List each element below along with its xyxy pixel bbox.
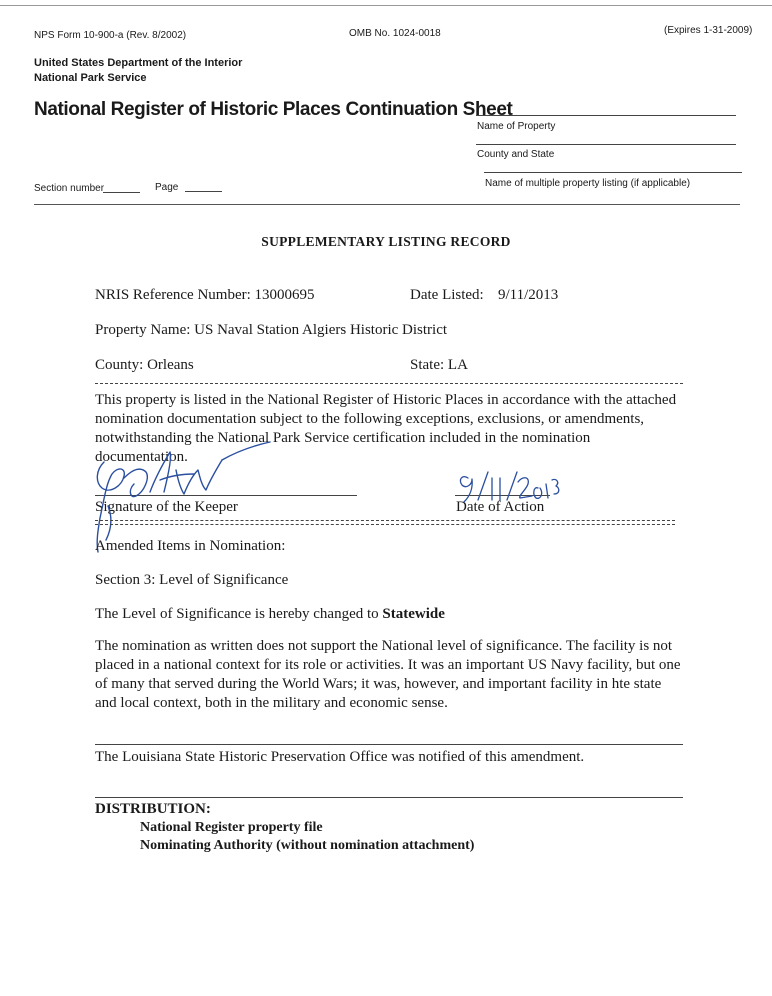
- date-listed-label: Date Listed:: [410, 287, 484, 303]
- expiration-date: (Expires 1-31-2009): [664, 25, 753, 36]
- name-of-property-label: Name of Property: [477, 121, 556, 132]
- amendment-explanation: The nomination as written does not support the National level of significance. The facility is not placed in a national context for its role or activities. It was an important US Navy facility, but one of many that served during the World Wars; it was, however, and important facility in hte state and local context, both in the military and economic sense.: [95, 638, 681, 711]
- county: County: Orleans: [95, 357, 194, 373]
- shpo-notification: The Louisiana State Historic Preservation Office was notified of this amendment.: [95, 749, 585, 765]
- date-of-action-label: Date of Action: [456, 499, 545, 515]
- agency-service: National Park Service: [34, 72, 147, 84]
- omb-number: OMB No. 1024-0018: [349, 28, 441, 39]
- distribution-rule: [95, 797, 683, 798]
- date-listed-value: 9/11/2013: [498, 287, 559, 303]
- record-title: SUPPLEMENTARY LISTING RECORD: [261, 234, 511, 249]
- significance-level-value: Statewide: [382, 606, 445, 622]
- page-label: Page: [155, 182, 179, 193]
- significance-change-text: The Level of Significance is hereby changed to: [95, 606, 383, 622]
- property-name: Property Name: US Naval Station Algiers Historic District: [95, 322, 448, 338]
- distribution-item: Nominating Authority (without nomination attachment): [140, 838, 475, 853]
- amended-section: Section 3: Level of Significance: [95, 572, 289, 588]
- double-separator: [95, 520, 675, 525]
- form-id: NPS Form 10-900-a (Rev. 8/2002): [34, 30, 187, 41]
- listing-statement: This property is listed in the National Register of Historic Places in accordance with the attached nomination documentation subject to the following exceptions, exclusions, or amendments, notwithstanding the National Park Service certification included in the nomination documentation.: [95, 392, 677, 465]
- significance-change: [95, 605, 445, 624]
- sheet-title: National Register of Historic Places Continuation Sheet: [34, 99, 513, 120]
- county-state-label: County and State: [477, 149, 555, 160]
- amended-items-heading: Amended Items in Nomination:: [95, 538, 286, 554]
- handwritten-date-strokes: [460, 472, 558, 502]
- section-number-label: Section number: [34, 183, 105, 194]
- nris-reference-number: NRIS Reference Number: 13000695: [95, 287, 315, 303]
- distribution-item: National Register property file: [140, 820, 323, 835]
- notification-rule: [95, 744, 683, 745]
- distribution-heading: DISTRIBUTION:: [95, 801, 211, 817]
- multiple-listing-label: Name of multiple property listing (if applicable): [485, 178, 691, 189]
- signature-label: Signature of the Keeper: [95, 499, 238, 515]
- state: State: LA: [410, 357, 468, 373]
- agency-department: United States Department of the Interior: [34, 57, 243, 69]
